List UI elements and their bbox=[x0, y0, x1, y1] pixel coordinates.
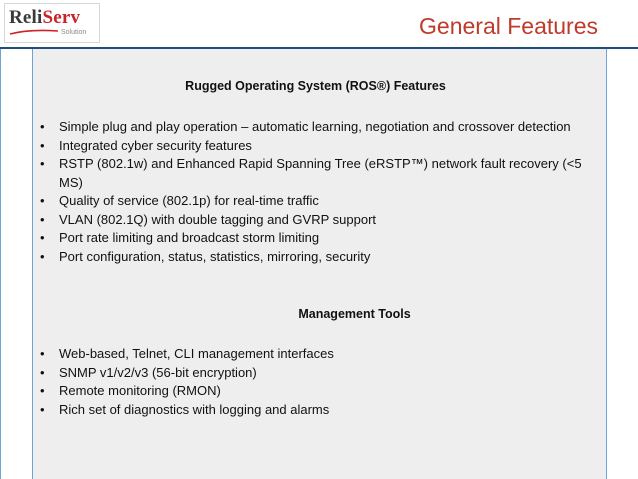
list-item-text: Remote monitoring (RMON) bbox=[59, 383, 221, 398]
content-panel bbox=[32, 49, 607, 479]
list-item bbox=[33, 382, 606, 401]
logo-wordmark: ReliServ bbox=[9, 7, 81, 28]
list-item-text: Web-based, Telnet, CLI management interfaces bbox=[59, 346, 334, 361]
list-item-text: Port configuration, status, statistics, mirroring, security bbox=[59, 248, 371, 264]
list-item bbox=[33, 192, 606, 211]
list-item bbox=[33, 401, 606, 420]
bullet-icon: • bbox=[40, 401, 45, 417]
list-item-text: Integrated cyber security features bbox=[59, 137, 252, 153]
bullet-icon: • bbox=[40, 346, 45, 361]
list-item-text: Simple plug and play operation – automatic learning, negotiation and crossover detection bbox=[59, 119, 571, 134]
bullet-icon: • bbox=[40, 119, 45, 134]
bullet-icon: • bbox=[40, 364, 45, 380]
bullet-icon: • bbox=[40, 156, 45, 171]
list-item-text: RSTP (802.1w) and Enhanced Rapid Spanning Tree (eRSTP™) network fault recovery (<5 MS) bbox=[59, 156, 582, 190]
management-tools-heading: Management Tools bbox=[298, 307, 411, 321]
list-item bbox=[33, 137, 606, 156]
slide-title: General Features bbox=[419, 13, 598, 39]
list-item bbox=[33, 155, 606, 192]
list-item bbox=[33, 229, 606, 248]
list-item bbox=[33, 345, 606, 364]
list-item bbox=[33, 211, 606, 230]
list-item-text: Quality of service (802.1p) for real-time traffic bbox=[59, 193, 319, 208]
bullet-icon: • bbox=[40, 211, 45, 227]
list-item-text: VLAN (802.1Q) with double tagging and GVRP support bbox=[59, 211, 377, 227]
left-edge-line bbox=[0, 49, 1, 479]
bullet-icon: • bbox=[40, 230, 45, 245]
bullet-icon: • bbox=[40, 248, 45, 264]
company-logo bbox=[4, 3, 100, 43]
logo-swoosh-icon bbox=[9, 28, 59, 36]
ros-features-list bbox=[33, 118, 606, 266]
bullet-icon: • bbox=[40, 383, 45, 398]
list-item bbox=[33, 118, 606, 137]
list-item-text: SNMP v1/v2/v3 (56-bit encryption) bbox=[59, 364, 257, 380]
list-item-text: Port rate limiting and broadcast storm limiting bbox=[59, 230, 320, 245]
logo-subtitle: Solution bbox=[61, 29, 87, 36]
list-item bbox=[33, 364, 606, 383]
bullet-icon: • bbox=[40, 137, 45, 153]
management-tools-list bbox=[33, 345, 606, 419]
list-item-text: Rich set of diagnostics with logging and alarms bbox=[59, 401, 330, 417]
list-item bbox=[33, 248, 606, 267]
ros-features-heading: Rugged Operating System (ROS®) Features bbox=[185, 79, 446, 93]
bullet-icon: • bbox=[40, 193, 45, 208]
